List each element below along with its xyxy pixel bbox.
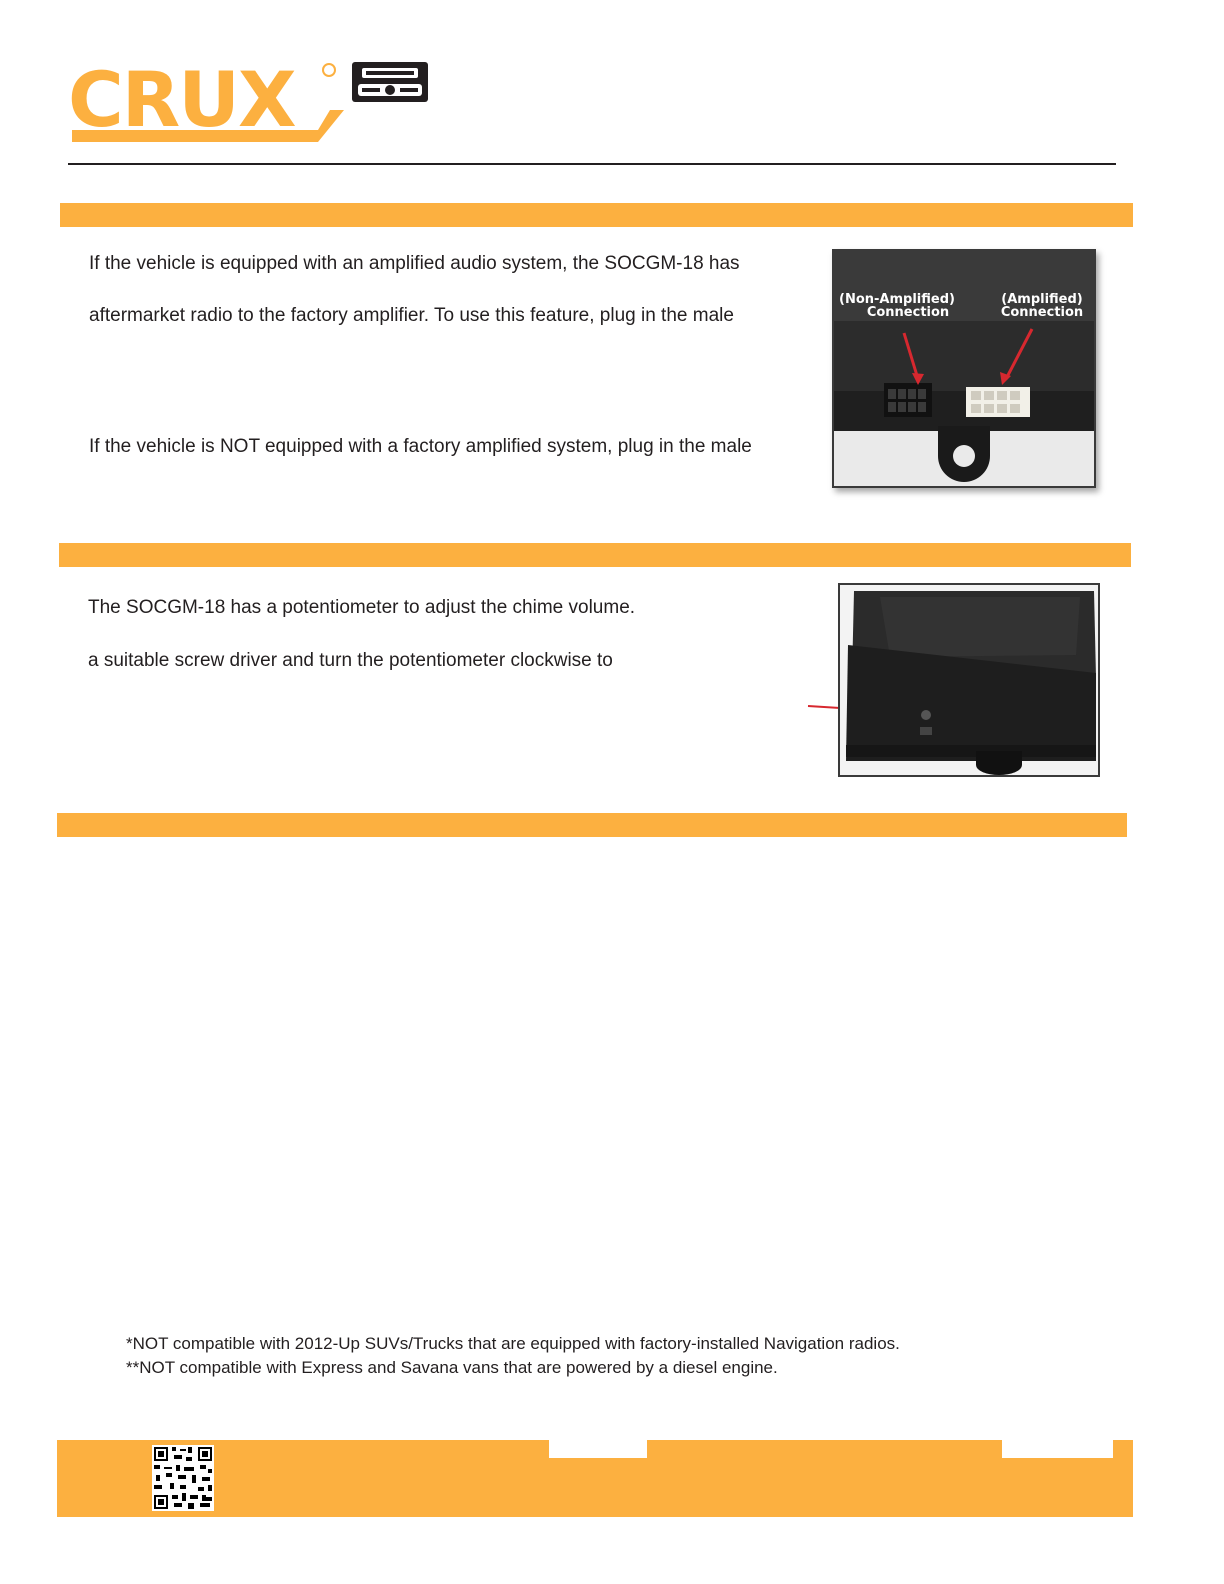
photo-label-connection-right: Connection bbox=[1000, 305, 1084, 320]
amp-text-line-1: If the vehicle is equipped with an amplified audio system, the SOCGM-18 has bbox=[89, 253, 740, 274]
footer-notch-left bbox=[549, 1439, 647, 1458]
section-header-band-chime bbox=[59, 543, 1131, 567]
chime-text-line-1: The SOCGM-18 has a potentiometer to adjust the chime volume. bbox=[88, 597, 636, 618]
logo-degree-mark bbox=[323, 64, 335, 76]
crux-logo bbox=[68, 58, 448, 148]
amp-text-line-3: If the vehicle is NOT equipped with a factory amplified system, plug in the male bbox=[89, 436, 752, 457]
connector-photo bbox=[832, 249, 1096, 488]
qr-code-icon[interactable] bbox=[152, 1445, 214, 1511]
section-header-band-3 bbox=[57, 813, 1127, 837]
photo-label-connection-left: Connection bbox=[866, 305, 950, 320]
header-divider bbox=[68, 163, 1116, 165]
footnote-1: *NOT compatible with 2012-Up SUVs/Trucks that are equipped with factory-installed Navigation radios. bbox=[126, 1334, 900, 1353]
footer-notch-right bbox=[1002, 1439, 1113, 1458]
amp-text-line-2: aftermarket radio to the factory amplifier. To use this feature, plug in the male bbox=[89, 305, 734, 326]
logo-brand-text: CRUX bbox=[68, 58, 295, 144]
footnote-2: **NOT compatible with Express and Savana vans that are powered by a diesel engine. bbox=[126, 1358, 778, 1377]
car-radio-icon bbox=[352, 62, 428, 102]
photo-label-amplified: (Amplified) bbox=[1001, 292, 1083, 307]
photo-label-non-amplified: (Non-Amplified) bbox=[839, 292, 955, 307]
chime-text-line-2: a suitable screw driver and turn the potentiometer clockwise to bbox=[88, 650, 613, 671]
section-header-band-amplified bbox=[60, 203, 1133, 227]
potentiometer-photo bbox=[838, 583, 1100, 777]
